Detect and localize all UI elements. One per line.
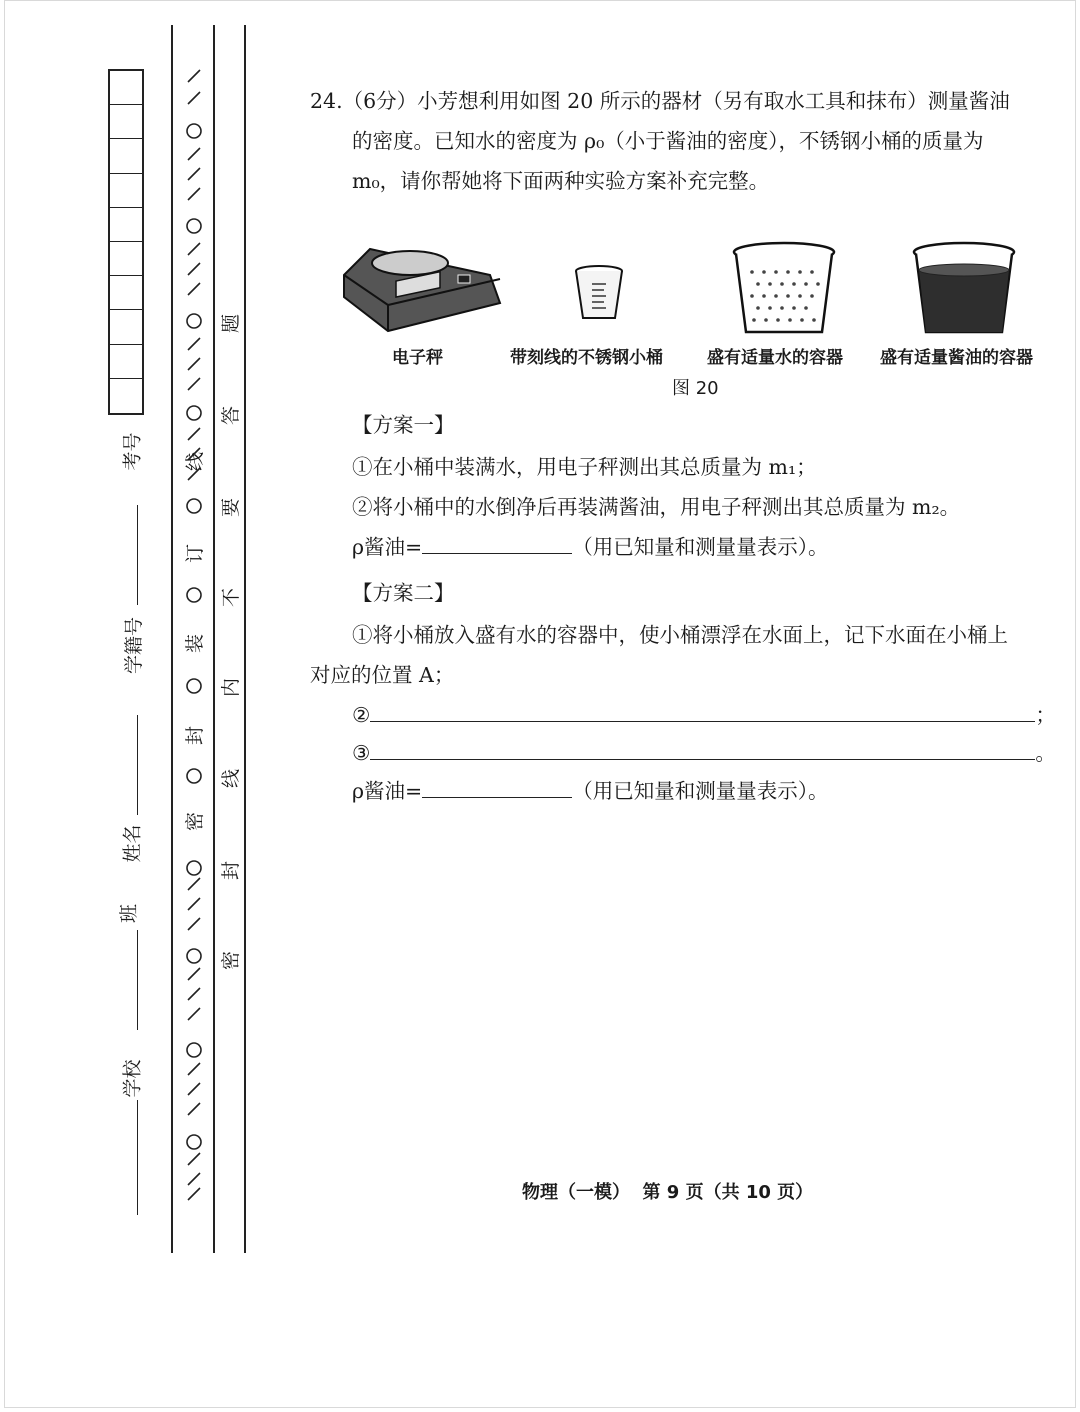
label-school: 学校	[121, 1059, 144, 1098]
warn-0: 题	[220, 313, 243, 334]
plan2-answer-line	[352, 774, 828, 804]
question-line-2: 的密度。已知水的密度为 ρ₀（小于酱油的密度），不锈钢小桶的质量为	[352, 129, 984, 153]
plan2-step3-end: 。	[1035, 741, 1056, 765]
water-container-image	[730, 240, 838, 338]
plan1-title: 【方案一】	[352, 413, 455, 437]
plan2-step1a: ①将小桶放入盛有水的容器中，使小桶漂浮在水面上，记下水面在小桶上	[352, 623, 1008, 647]
plan2-step2-line	[352, 698, 1056, 728]
seat-no-blank[interactable]	[137, 505, 138, 605]
plan2-answer-note: （用已知量和测量量表示）。	[572, 779, 829, 803]
seal-word-zhuang: 装	[184, 633, 207, 654]
plan1-step1: ①在小桶中装满水，用电子秤测出其总质量为 m₁；	[352, 455, 817, 479]
plan2-step3-number: ③	[352, 741, 371, 765]
binding-line-3	[244, 25, 246, 1253]
plan2-rho-label: ρ酱油=	[352, 779, 423, 803]
warn-4: 内	[220, 677, 243, 698]
binding-line-1	[171, 25, 173, 1253]
question-line-3: m₀，请你帮她将下面两种实验方案补充完整。	[352, 169, 770, 193]
warn-2: 要	[220, 497, 243, 518]
class-blank[interactable]	[137, 930, 138, 1030]
plan2-title: 【方案二】	[352, 581, 455, 605]
warn-3: 不	[220, 587, 243, 608]
plan2-step2-number: ②	[352, 703, 371, 727]
warn-6: 封	[220, 860, 243, 881]
warn-1: 答	[220, 405, 243, 426]
seal-word-mi: 密	[184, 811, 207, 832]
label-exam-no: 考号	[121, 432, 144, 471]
soy-sauce-container-image	[910, 240, 1018, 338]
label-name: 姓名	[121, 824, 144, 863]
electronic-scale-image	[340, 235, 502, 340]
seal-word-xian: 线	[184, 451, 207, 472]
plan1-rho-label: ρ酱油=	[352, 535, 423, 559]
plan1-answer-note: （用已知量和测量量表示）。	[572, 535, 829, 559]
label-class: 班	[118, 903, 141, 924]
small-bucket-image	[572, 264, 626, 324]
question-line-1: 24.（6分）小芳想利用如图 20 所示的器材（另有取水工具和抹布）测量酱油	[310, 89, 1010, 113]
plan1-answer-blank[interactable]	[422, 531, 572, 554]
plan2-step2-blank[interactable]	[370, 699, 1035, 722]
plan2-answer-blank[interactable]	[422, 775, 572, 798]
binding-line-2	[213, 25, 215, 1253]
plan2-step1b: 对应的位置 A；	[310, 663, 455, 687]
seal-word-ding: 订	[184, 543, 207, 564]
plan1-answer-line	[352, 530, 828, 560]
plan2-step2-end: ；	[1035, 703, 1056, 727]
plan1-step2: ②将小桶中的水倒净后再装满酱油，用电子秤测出其总质量为 m₂。	[352, 495, 961, 519]
caption-bucket: 带刻线的不锈钢小桶	[510, 348, 663, 368]
figure-label: 图 20	[672, 378, 719, 399]
warn-5: 线	[220, 768, 243, 789]
name-blank[interactable]	[137, 715, 138, 815]
plan2-step3-line	[352, 736, 1056, 766]
caption-soy: 盛有适量酱油的容器	[880, 348, 1033, 368]
school-blank[interactable]	[137, 1100, 138, 1215]
page-footer: 物理（一模） 第 9 页（共 10 页）	[522, 1182, 814, 1203]
exam-number-boxes[interactable]	[108, 69, 144, 415]
caption-water: 盛有适量水的容器	[707, 348, 843, 368]
caption-scale: 电子秤	[392, 348, 443, 368]
warn-7: 密	[220, 950, 243, 971]
plan2-step3-blank[interactable]	[370, 737, 1035, 760]
label-seat-no: 学籍号	[123, 616, 146, 675]
seal-word-feng: 封	[184, 725, 207, 746]
